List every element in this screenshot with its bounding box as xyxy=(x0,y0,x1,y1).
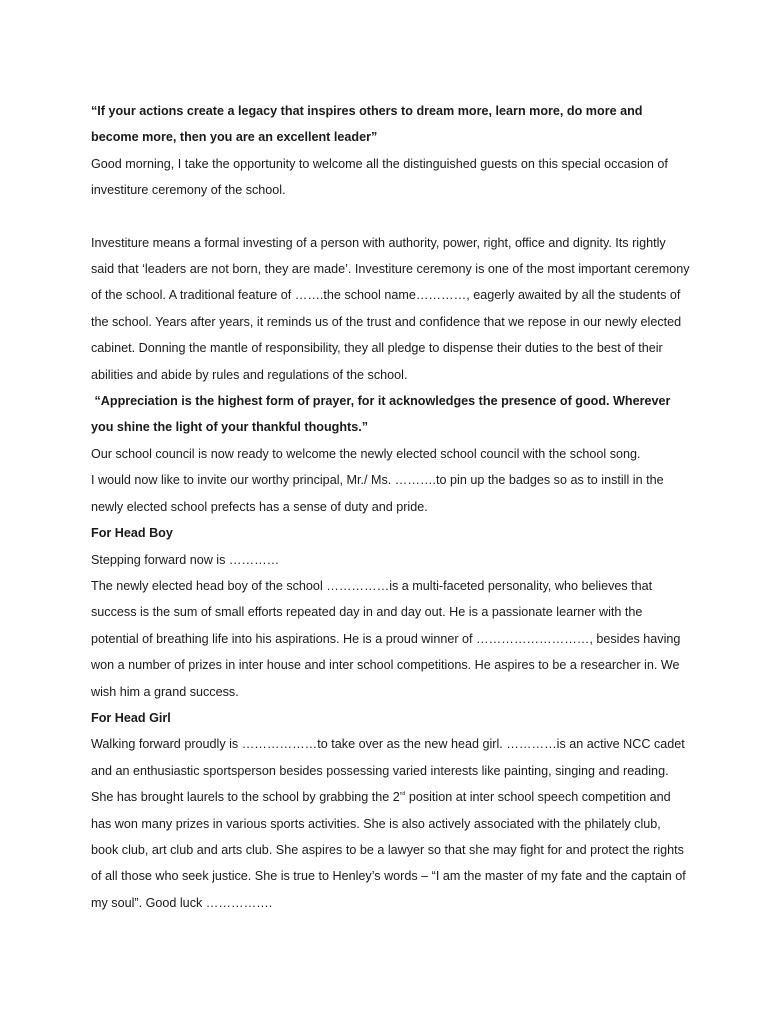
welcome-paragraph: Good morning, I take the opportunity to welcome all the distinguished guests on this special occasion of investiture ceremony of the school. xyxy=(91,156,668,198)
investiture-paragraph: Investiture means a formal investing of a person with authority, power, right, office and dignity. Its rightly said that ‘leaders are not born, they are made’. Investiture ceremony is one of the most important ceremony of the school. A traditional feature of …….the school name…………, eagerly awaited by all the students of the school. Years after years, it reminds us of the trust and confidence that we repose in our newly elected cabinet. Donning the mantle of responsibility, they all pledge to dispense their duties to the best of their abilities and abide by rules and regulations of the school. xyxy=(91,235,690,382)
ordinal-suffix: nd xyxy=(399,791,406,798)
head-girl-text-part-1: Walking forward proudly is ………………to take over as the new head girl. …………is an active NCC cadet and an enthusiastic sportsperson besides possessing varied interests like painting, singing and reading. She has brought laurels to the school by grabbing the 2 xyxy=(91,737,685,805)
appreciation-quote: “Appreciation is the highest form of prayer, for it acknowledges the presence of good. Wherever you shine the light of your thankful thoughts.” xyxy=(91,394,674,435)
head-boy-heading: For Head Boy xyxy=(91,526,173,541)
head-girl-heading: For Head Girl xyxy=(91,710,171,725)
invite-principal-paragraph: I would now like to invite our worthy principal, Mr./ Ms. ……….to pin up the badges so as to instill in the newly elected school prefects has a sense of duty and pride. xyxy=(91,473,664,514)
council-paragraph: Our school council is now ready to welcome the newly elected school council with the school song. xyxy=(91,446,641,461)
head-boy-intro: Stepping forward now is ………… xyxy=(91,552,280,567)
head-girl-text-part-2: position at inter school speech competition and has won many prizes in various sports activities. She is also actively associated with the philately club, book club, art club and arts club. She aspires to be a lawyer so that she may fight for and protect the rights of all those who seek justice. She is true to Henley’s words – “I am the master of my fate and the captain of my soul”. Good luck ……………. xyxy=(91,790,686,910)
document-body xyxy=(91,98,691,916)
head-boy-paragraph: The newly elected head boy of the school ……………is a multi-faceted personality, who believes that success is the sum of small efforts repeated day in and day out. He is a passionate learner with the potential of breathing life into his aspirations. He is a proud winner of ………………………, besides having won a number of prizes in inter house and inter school competitions. He aspires to be a researcher in. We wish him a grand success. xyxy=(91,578,681,699)
head-girl-paragraph xyxy=(91,731,691,916)
opening-quote: “If your actions create a legacy that inspires others to dream more, learn more, do more and become more, then you are an excellent leader” xyxy=(91,104,643,145)
paragraph-spacer xyxy=(91,204,691,230)
